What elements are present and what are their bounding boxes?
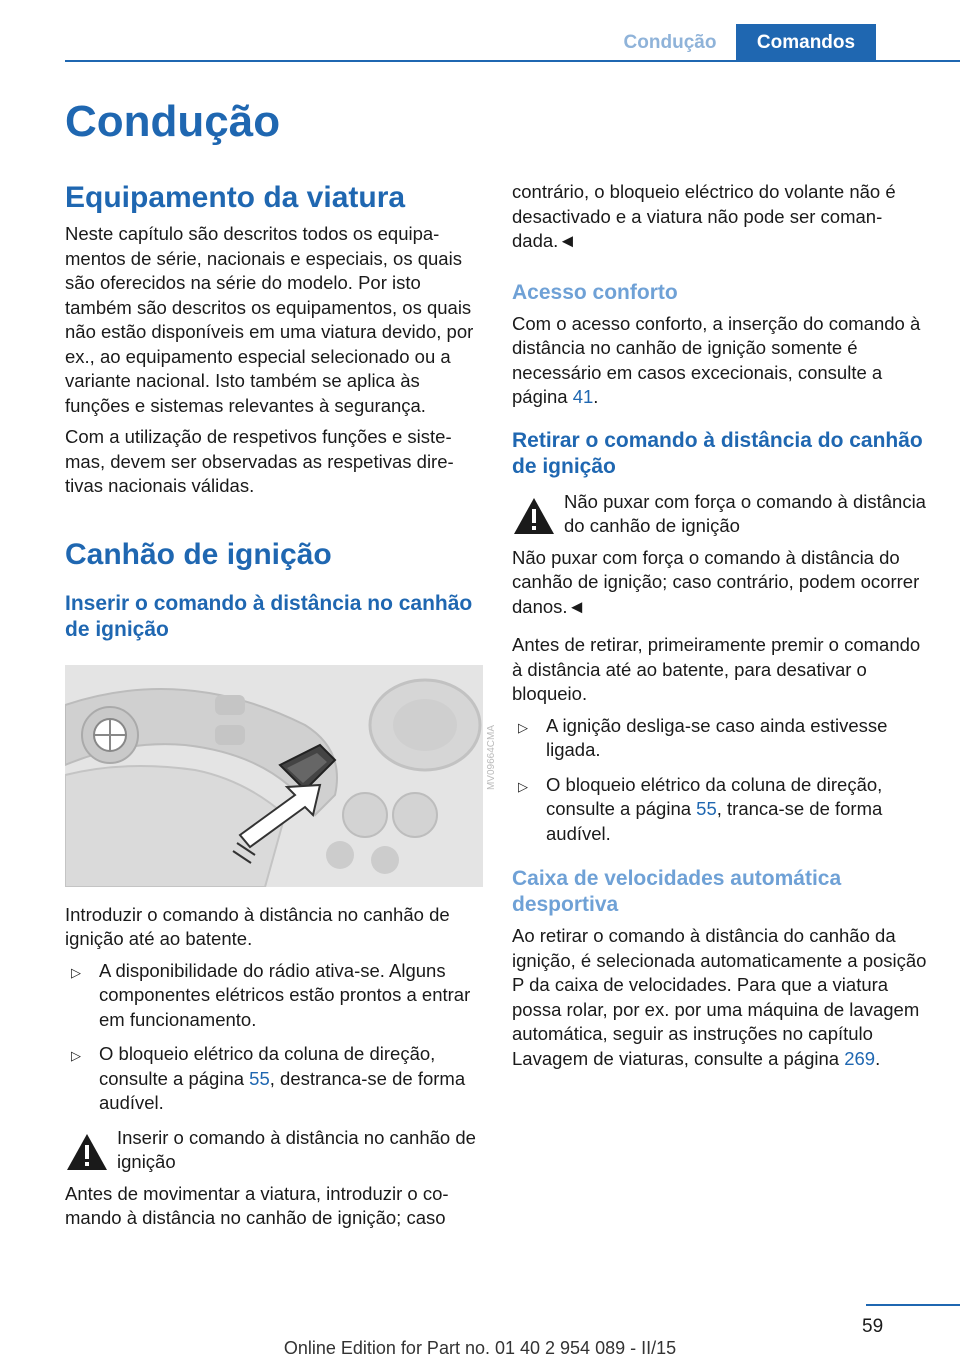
list-item: ▷ O bloqueio elétrico da coluna de direção, consulte a página 55, destranca-se de forma audível. [71, 1043, 466, 1113]
page-link-55[interactable]: 55 [249, 1067, 270, 1089]
paragraph-comfort: Com o acesso conforto, a inserção do comando à distância no canhão de ignição somente é necessário em casos excecionais, consulte a página 41. [512, 312, 921, 407]
subsection-title-comfort: Acesso conforto [512, 280, 678, 304]
subsection-title-auto-gearbox: Caixa de velocidades automática desportiva [512, 867, 842, 916]
paragraph-continued: contrário, o bloqueio eléctrico do volante não é desactivado e a viatura não pode ser comandada.◄ [512, 181, 896, 251]
page-link-55[interactable]: 55 [696, 798, 717, 819]
header-tab-section[interactable]: Condução [623, 32, 717, 53]
page-number-rule [866, 1304, 960, 1306]
triangle-bullet-icon: ▷ [518, 778, 528, 794]
list-item: ▷ O bloqueio elétrico da coluna de direção, consulte a página 55, tranca-se de forma audível. [518, 773, 883, 844]
figure-code: MV09664CMA [486, 724, 497, 790]
warning-title: Inserir o comando à distância no canhão de ignição [117, 1126, 476, 1172]
footer-edition: Online Edition for Part no. 01 40 2 954 089 - II/15 [283, 1338, 677, 1358]
bullet-list-remove [512, 714, 930, 847]
steering-wheel-illustration [65, 665, 483, 887]
page-link-41[interactable]: 41 [572, 386, 594, 407]
warning-remove [512, 490, 930, 542]
bullet-list-insert [65, 959, 483, 1116]
warning-insert [65, 1126, 483, 1178]
paragraph-insert: Introduzir o comando à distância no canhão de ignição até ao batente. [65, 903, 450, 949]
list-item: ▷ A disponibilidade do rádio ativa-se. Alguns componentes elétricos estão prontos a entrar em funcionamento. [71, 959, 471, 1030]
list-item: ▷ A ignição desliga-se caso ainda estivesse ligada. [518, 714, 888, 760]
right-column [512, 180, 930, 1078]
warning-triangle-icon [512, 496, 556, 536]
page-link-269[interactable]: 269 [844, 1047, 876, 1069]
warning-text: Antes de movimentar a viatura, introduzir o comando à distância no canhão de ignição; caso [65, 1182, 449, 1228]
chapter-title: Condução [65, 97, 281, 146]
warning-triangle-icon [65, 1132, 109, 1172]
page-number: 59 [862, 1316, 884, 1337]
triangle-bullet-icon: ▷ [71, 1048, 81, 1063]
left-column [65, 180, 497, 1238]
subsection-title-insert: Inserir o comando à distância no canhão de ignição [65, 591, 473, 641]
section-title-equipment: Equipamento da viatura [65, 181, 406, 214]
warning-text: Não puxar com força o comando à distância do canhão de ignição; caso contrário, podem ocorrer danos.◄ [512, 546, 920, 617]
triangle-bullet-icon: ▷ [71, 964, 81, 980]
paragraph-equipment-2: Com a utilização de respetivos funções e sistemas, devem ser observadas as respetivas diretivas nacionais válidas. [65, 426, 454, 496]
figure-ignition-key [65, 665, 497, 887]
subsection-title-remove: Retirar o comando à distância do canhão de ignição [512, 428, 923, 478]
header-tab-active[interactable]: Comandos [736, 24, 876, 61]
paragraph-remove: Antes de retirar, primeiramente premir o comando à distância até ao batente, para desativar o bloqueio. [512, 634, 921, 704]
triangle-bullet-icon: ▷ [518, 719, 528, 735]
warning-title: Não puxar com força o comando à distância do canhão de ignição [564, 490, 926, 536]
paragraph-equipment-1: Neste capítulo são descritos todos os equipamentos de série, nacionais e especiais, os quais são oferecidos na série do modelo. Por isto também são descritos os equipamentos, os quais não estão disponíveis em uma viatura devido, por ex., ao equipamento especial selecionado ou a variante nacional. Isto também se aplica às funções e sistemas relevantes à segurança. [65, 223, 474, 416]
section-title-ignition: Canhão de ignição [65, 537, 332, 571]
paragraph-auto-gearbox: Ao retirar o comando à distância do canhão da ignição, é selecionada automaticamente a posição P da caixa de velocidades. Para que a viatura possa rolar, por ex. por uma máquina de lavagem automática, seguir as instruções no capítulo Lavagem de viaturas, consulte a página 269. [512, 925, 927, 1069]
